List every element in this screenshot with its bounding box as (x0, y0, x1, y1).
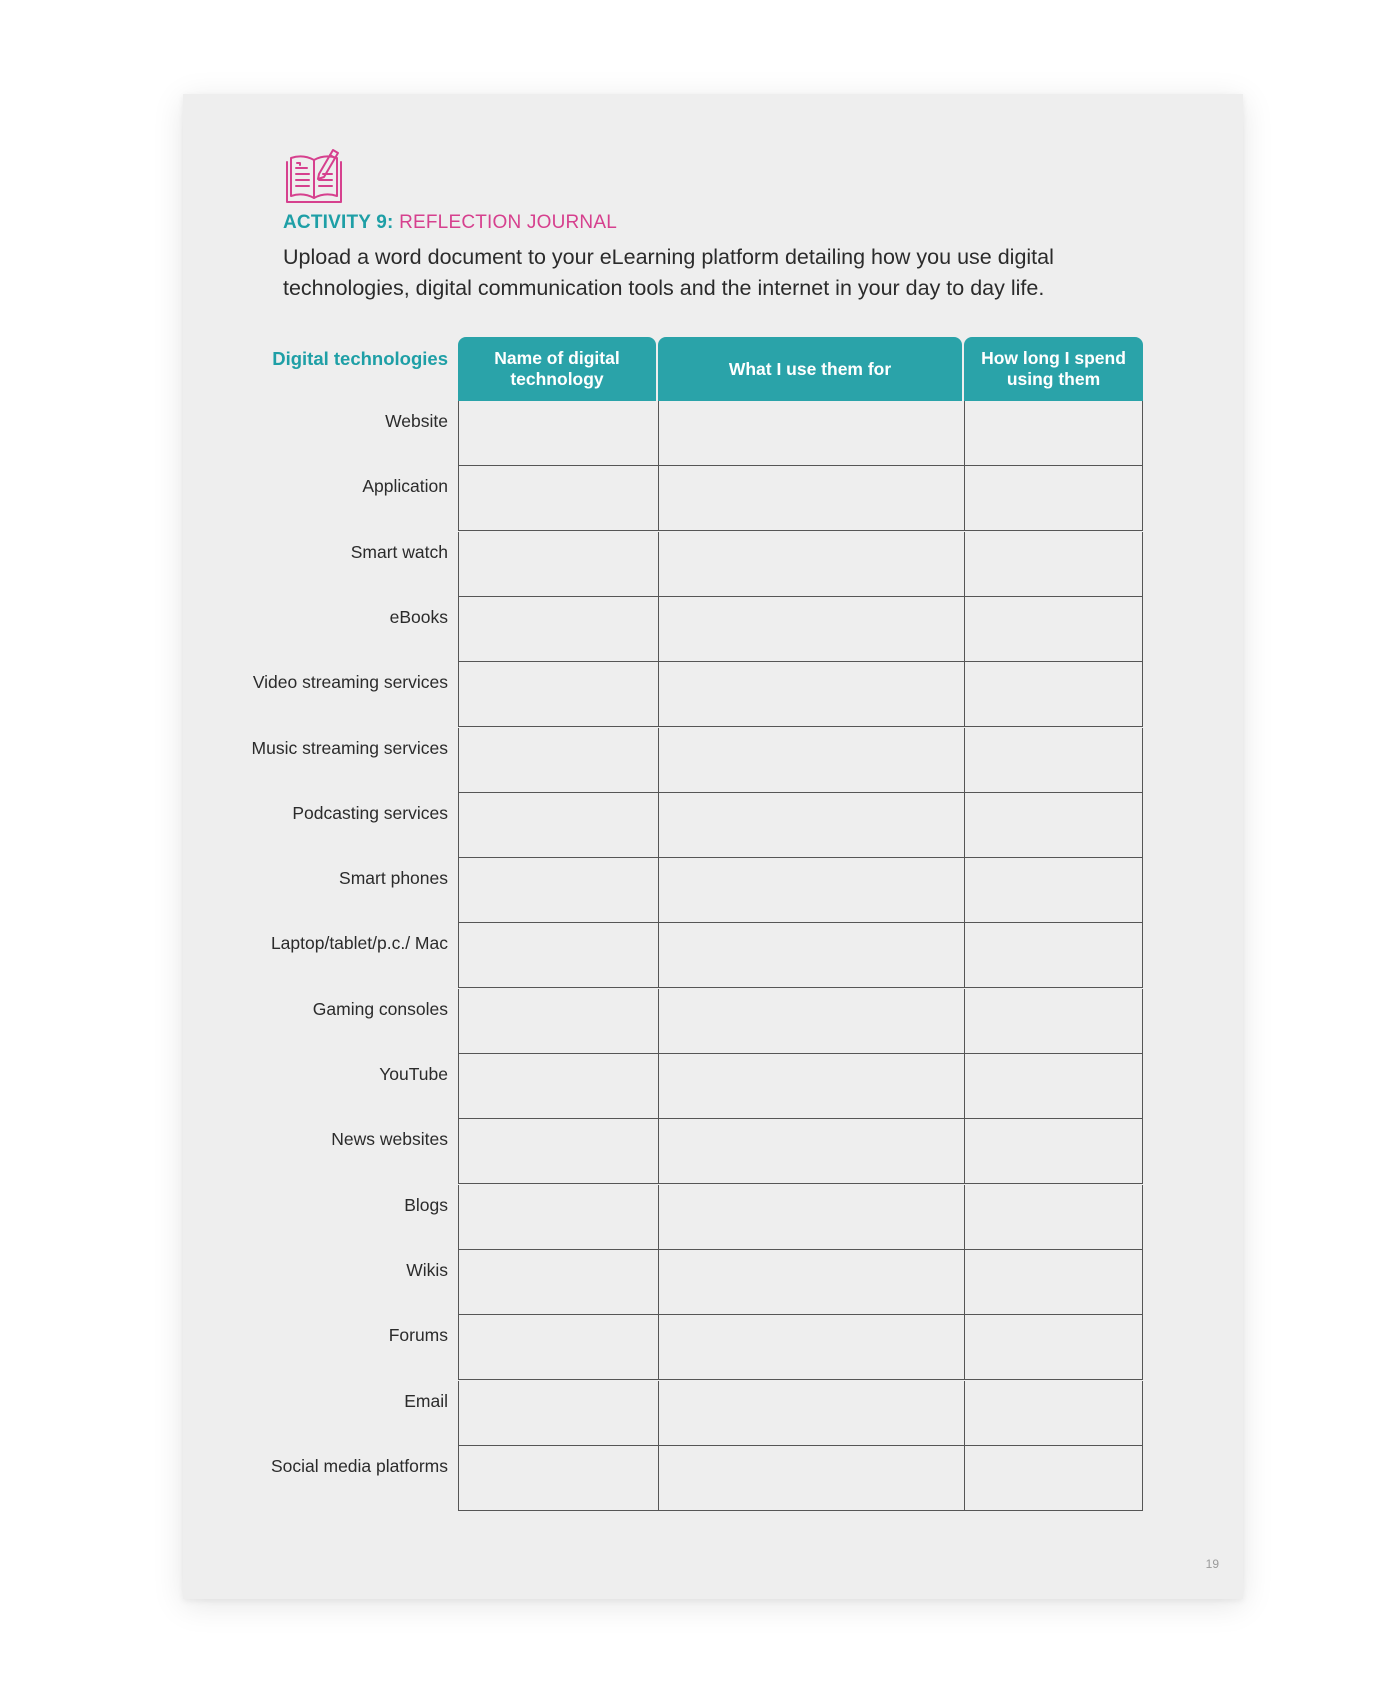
row-label: Video streaming services (252, 672, 448, 693)
usage-cell[interactable] (658, 1250, 964, 1315)
usage-cell[interactable] (658, 1119, 964, 1184)
row-label: Gaming consoles (312, 998, 448, 1019)
table-row (458, 662, 1143, 727)
table-row (458, 466, 1143, 531)
name-cell[interactable] (458, 1119, 658, 1184)
table-row (458, 1185, 1143, 1250)
document-page (183, 94, 1243, 1599)
time-cell[interactable] (964, 1250, 1143, 1315)
usage-cell[interactable] (658, 466, 964, 531)
name-cell[interactable] (458, 1446, 658, 1511)
table-row (458, 989, 1143, 1054)
table-row (458, 923, 1143, 988)
name-cell[interactable] (458, 532, 658, 597)
activity-title: REFLECTION JOURNAL (399, 212, 617, 233)
table-row (458, 1119, 1143, 1184)
usage-cell[interactable] (658, 1185, 964, 1250)
column-header-usage: What I use them for (658, 337, 962, 401)
name-cell[interactable] (458, 728, 658, 793)
table-row (458, 1250, 1143, 1315)
usage-cell[interactable] (658, 1381, 964, 1446)
row-label: Social media platforms (270, 1455, 448, 1476)
activity-description: Upload a word document to your eLearning platform detailing how you use digital technologies, digital communication tools and the internet in your day to day life. (283, 245, 1054, 300)
usage-cell[interactable] (658, 1054, 964, 1119)
table-row (458, 597, 1143, 662)
activity-number: ACTIVITY 9: (283, 212, 394, 233)
time-cell[interactable] (964, 858, 1143, 923)
usage-cell[interactable] (658, 1315, 964, 1380)
name-cell[interactable] (458, 597, 658, 662)
row-label: Laptop/tablet/p.c./ Mac (270, 933, 448, 954)
row-label: YouTube (379, 1064, 448, 1084)
row-label: Wikis (406, 1259, 448, 1280)
time-cell[interactable] (964, 1381, 1143, 1446)
time-cell[interactable] (964, 923, 1143, 988)
time-cell[interactable] (964, 1054, 1143, 1119)
row-label: Blogs (404, 1194, 448, 1215)
time-cell[interactable] (964, 401, 1143, 466)
usage-cell[interactable] (658, 923, 964, 988)
usage-cell[interactable] (658, 989, 964, 1054)
name-cell[interactable] (458, 858, 658, 923)
name-cell[interactable] (458, 1185, 658, 1250)
usage-cell[interactable] (658, 401, 964, 466)
name-cell[interactable] (458, 401, 658, 466)
time-cell[interactable] (964, 728, 1143, 793)
time-cell[interactable] (964, 466, 1143, 531)
time-cell[interactable] (964, 989, 1143, 1054)
name-cell[interactable] (458, 923, 658, 988)
table-row (458, 1446, 1143, 1511)
usage-cell[interactable] (658, 858, 964, 923)
usage-cell[interactable] (658, 728, 964, 793)
name-cell[interactable] (458, 1315, 658, 1380)
row-label: Email (404, 1390, 448, 1411)
time-cell[interactable] (964, 1446, 1143, 1511)
table-row (458, 1315, 1143, 1380)
row-label: Forums (388, 1325, 448, 1346)
name-cell[interactable] (458, 793, 658, 858)
table-row (458, 858, 1143, 923)
table-row (458, 532, 1143, 597)
usage-cell[interactable] (658, 532, 964, 597)
time-cell[interactable] (964, 1185, 1143, 1250)
usage-cell[interactable] (658, 662, 964, 727)
row-label: Podcasting services (292, 802, 448, 823)
table-corner-label: Digital technologies (272, 348, 448, 369)
time-cell[interactable] (964, 1315, 1143, 1380)
table-row (458, 728, 1143, 793)
time-cell[interactable] (964, 597, 1143, 662)
journal-pencil-icon (283, 144, 345, 206)
row-label: Smart watch (350, 541, 448, 562)
row-label: eBooks (389, 606, 448, 627)
usage-cell[interactable] (658, 1446, 964, 1511)
row-label: Music streaming services (251, 737, 448, 758)
table-row (458, 401, 1143, 466)
activity-heading (283, 212, 617, 234)
name-cell[interactable] (458, 662, 658, 727)
row-label: Website (385, 411, 448, 431)
table-row (458, 793, 1143, 858)
time-cell[interactable] (964, 662, 1143, 727)
row-label: Application (362, 476, 448, 497)
time-cell[interactable] (964, 793, 1143, 858)
row-label: News websites (331, 1129, 448, 1150)
name-cell[interactable] (458, 989, 658, 1054)
name-cell[interactable] (458, 1054, 658, 1119)
usage-cell[interactable] (658, 597, 964, 662)
column-header-name: Name of digital technology (458, 337, 656, 401)
usage-cell[interactable] (658, 793, 964, 858)
name-cell[interactable] (458, 1250, 658, 1315)
table-row (458, 1381, 1143, 1446)
table-row (458, 1054, 1143, 1119)
column-header-time: How long I spend using them (964, 337, 1143, 401)
name-cell[interactable] (458, 1381, 658, 1446)
time-cell[interactable] (964, 532, 1143, 597)
page-number: 19 (1205, 1557, 1219, 1571)
time-cell[interactable] (964, 1119, 1143, 1184)
name-cell[interactable] (458, 466, 658, 531)
row-label: Smart phones (339, 868, 448, 889)
